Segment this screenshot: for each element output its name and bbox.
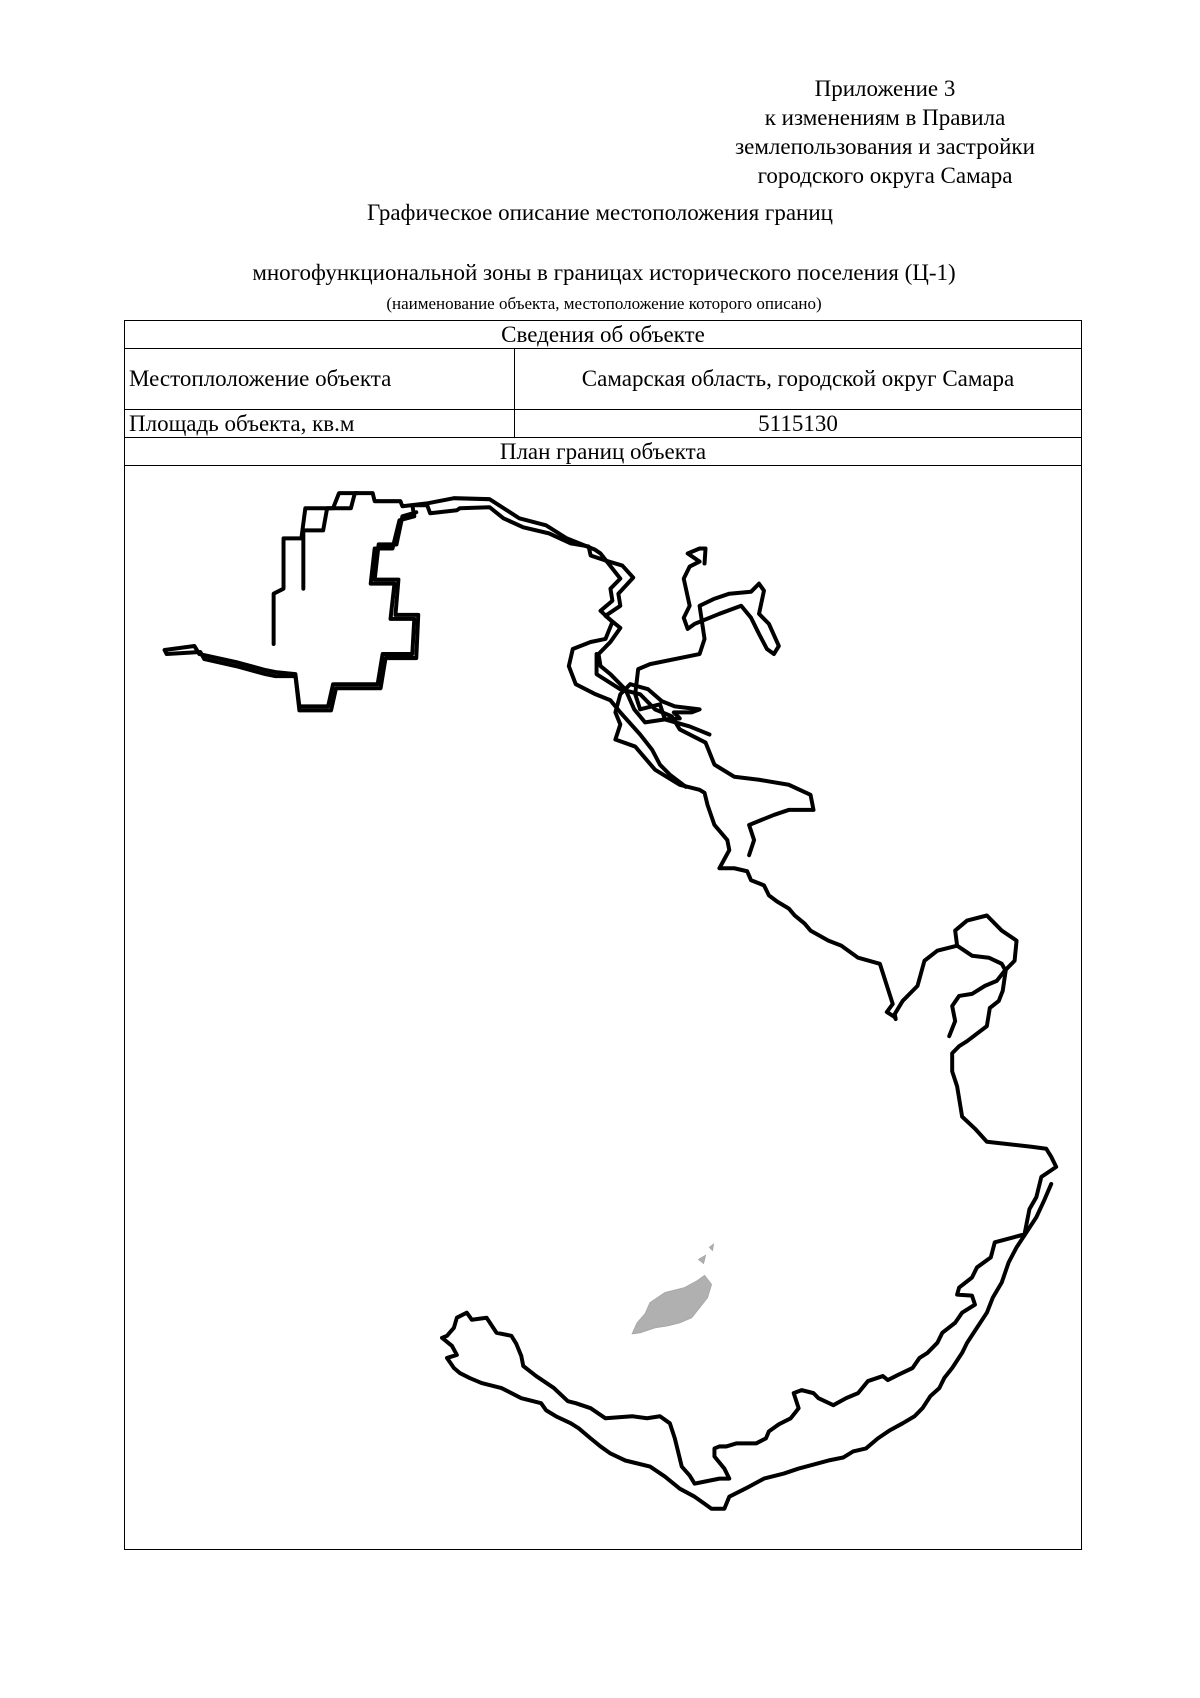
zone-boundary-west-arm — [274, 493, 358, 644]
location-label: Местоплоложение объекта — [125, 349, 515, 410]
plan-header-cell: План границ объекта — [125, 438, 1082, 466]
area-value: 5115130 — [515, 410, 1082, 438]
plan-header-row — [125, 438, 1082, 466]
zone-boundary-outline — [165, 505, 1057, 1509]
plan-cell — [125, 466, 1082, 1550]
appendix-line: городского округа Самара — [757, 163, 1013, 188]
appendix-line: землепользования и застройки — [735, 134, 1035, 159]
info-header-cell: Сведения об объекте — [125, 321, 1082, 349]
object-name-caption: (наименование объекта, местоположение которого описано) — [386, 294, 822, 313]
location-value: Самарская область, городской округ Самара — [515, 349, 1082, 410]
boundary-map — [129, 466, 1077, 1549]
object-info-table — [124, 320, 1082, 1550]
zone-boundary-northeast-arm — [635, 548, 779, 734]
plan-row — [125, 466, 1082, 1550]
appendix-line: Приложение 3 — [814, 76, 956, 101]
info-header-row — [125, 321, 1082, 349]
area-row — [125, 410, 1082, 438]
area-label: Площадь объекта, кв.м — [125, 410, 515, 438]
hatched-area — [632, 1244, 713, 1333]
zone-boundary-northwest — [165, 493, 686, 787]
document-title: Графическое описание местоположения границ — [367, 200, 833, 225]
location-row — [125, 349, 1082, 410]
appendix-block — [735, 74, 1035, 190]
appendix-line: к изменениям в Правила — [764, 105, 1006, 130]
object-name: многофункциональной зоны в границах исторического поселения (Ц-1) — [252, 260, 956, 285]
